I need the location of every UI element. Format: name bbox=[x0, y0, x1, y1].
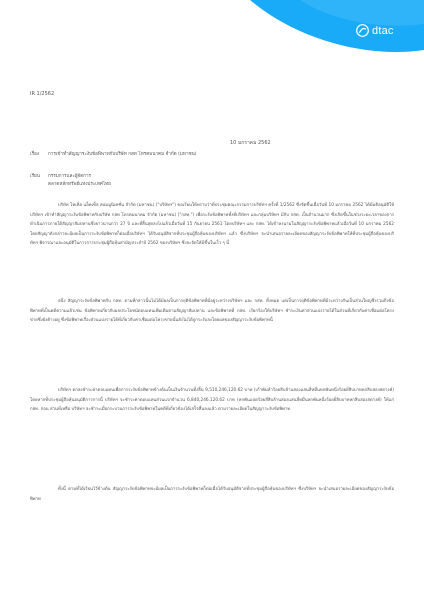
recipient-title: กรรมการและผู้จัดการ bbox=[48, 174, 92, 179]
recipient-organization: ตลาดหลักทรัพย์แห่งประเทศไทย bbox=[48, 182, 111, 187]
subject-line bbox=[30, 151, 197, 158]
body-paragraph-4: ทั้งนี้ ตามที่ได้เรียนไว้ข้างต้น สัญญาระงับข้อพิพาทจะมีผลเป็นการระงับข้อพิพาทก็ต่อเมื่อได้รับอนุมัติจากที่ประชุมผู้ถือหุ้นของบริษัทฯ ซึ่งบริษัทฯ จะนำเสนอรายละเอียดของสัญญาระงับข้อพิพาท bbox=[30, 487, 394, 502]
dtac-logo bbox=[356, 24, 394, 37]
subject-label: เรื่อง bbox=[30, 152, 40, 157]
recipient-line bbox=[30, 173, 91, 180]
body-paragraph-2: อนึ่ง สัญญาระงับข้อพิพาทกับ กสท. ตามที่กล่าวนั้นไม่ได้มีผลเป็นการยุติข้อพิพาทที่มีอยู่ระหว่างบริษัทฯ และ กสท. ทั้งหมด แต่เป็นการยุติข้อพิพาทที่มีระหว่างกันเป็นส่วนใหญ่ซึ่งรวมถึงข้อพิพาทที่เป็นคดีความแล้วเช่น ข้อพิพาทเกี่ยวกับผลประโยชน์ตอบแทนเพิ่มเติมตามสัญญาสัมปทาน และข้อพิพาทที่ กสท. เรียกร้องให้บริษัทฯ ชำระเงินค่าส่วนแบ่งรายได้ในส่วนที่เกี่ยวกับค่าเชื่อมต่อโครงข่ายซึ่งยังค้างอยู่ ซึ่งข้อพิพาทเรื่องส่วนแบ่งรายได้ที่เกี่ยวกับค่าเชื่อมต่อโครงข่ายนั้นยังไม่ได้ถูกระงับลงโดยผลของสัญญาระงับข้อพิพาทนี้ bbox=[30, 299, 394, 324]
body-paragraph-3: บริษัทฯ ตกลงชำระค่าตอบแทนเพื่อการระงับข้อพิพาทข้างต้นเป็นเงินจำนวนทั้งสิ้น 9,510,246,120.62 บาท (เก้าพันห้าร้อยสิบล้านสองแสนสี่หมื่นหกพันหนึ่งร้อยยี่สิบบาทหกสิบสองสตางค์) โดยหากที่ประชุมผู้ถือหุ้นอนุมัติการการนี้ บริษัทฯ จะชำระค่าตอบแทนส่วนแรกจำนวน 6,840,246,120.62 บาท (หกพันแปดร้อยสี่สิบล้านสองแสนสี่หมื่นหกพันหนึ่งร้อยยี่สิบบาทหกสิบสองสตางค์) ให้แก่ กสท. ก่อน ส่วนที่เหลือ บริษัทฯ จะชำระเมื่อกระบวนการระงับข้อพิพาทในคดีที่เกี่ยวข้องได้เสร็จสิ้นลงแล้ว ตามรายละเอียดในสัญญาระงับข้อพิพาท bbox=[30, 388, 394, 413]
subject-text: การเข้าทำสัญญาระงับข้อพิพาทกับบริษัท กสท โทรคมนาคม จำกัด (มหาชน) bbox=[48, 152, 197, 157]
body-paragraph-1: บริษัท โทเทิ่ล แอ็คเซ็ส คอมมูนิเคชั่น จำกัด (มหาชน) ("บริษัทฯ") ขอเรียนให้ทราบว่าที่ประชุมคณะกรรมการบริษัทฯ ครั้งที่ 1/2562 ซึ่งจัดขึ้นเมื่อวันที่ 10 มกราคม 2562 ได้มีมติอนุมัติให้บริษัทฯ เข้าทำสัญญาระงับข้อพิพาทกับบริษัท กสท โทรคมนาคม จำกัด (มหาชน) ("กสท.") เพื่อระงับข้อพิพาททั้งที่บริษัทฯ และกลุ่มบริษัทฯ มีกับ กสท. เป็นจำนวนมาก ซึ่งเกิดขึ้นในช่วงระยะเวลาของการดำเนินการภายใต้สัญญาสัมปทานซึ่งยาวนานกว่า 27 ปี และที่สิ้นสุดลงไปแล้วเมื่อวันที่ 15 กันยายน 2561 โดยบริษัทฯ และ กสท. ได้เข้าลงนามในสัญญาระงับข้อพิพาทแล้วเมื่อวันที่ 10 มกราคม 2562 โดยสัญญาดังกล่าวจะมีผลเป็นการระงับข้อพิพาทก็ต่อเมื่อบริษัทฯ ได้รับอนุมัติจากที่ประชุมผู้ถือหุ้นของบริษัทฯ แล้ว ซึ่งบริษัทฯ จะนำเสนอรายละเอียดของสัญญาระงับข้อพิพาทให้ที่ประชุมผู้ถือหุ้นของบริษัทฯ พิจารณาและอนุมัติในการการประชุมผู้ถือหุ้นสามัญประจำปี 2562 ของบริษัทฯ ซึ่งจะจัดให้มีขึ้นในเร็ว ๆ นี้ bbox=[30, 203, 394, 247]
dtac-logo-text: dtac bbox=[372, 24, 394, 37]
dtac-logo-icon bbox=[356, 24, 369, 37]
letter-date: 10 มกราคม 2562 bbox=[230, 140, 271, 146]
recipient-label: เรียน bbox=[30, 174, 40, 179]
reference-number: IR 1/2562 bbox=[30, 91, 55, 97]
